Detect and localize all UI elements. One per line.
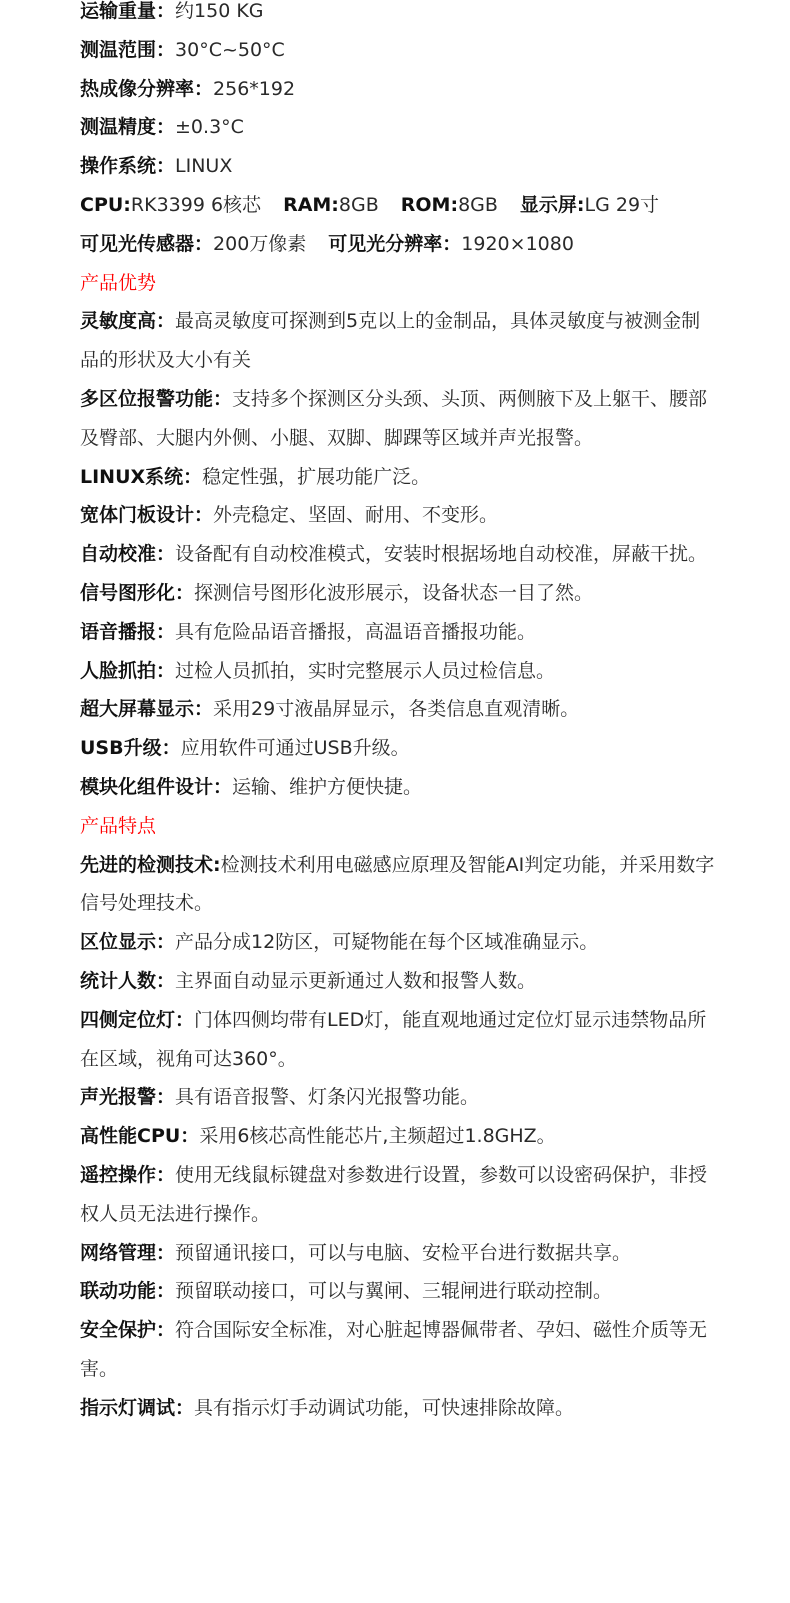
- visible-resolution-value: 1920×1080: [461, 232, 574, 255]
- item-value: 使用无线鼠标键盘对参数进行设置，参数可以设密码保护，非授权人员无法进行操作。: [80, 1163, 708, 1225]
- feature-item: [80, 1078, 715, 1117]
- spec-hardware-line: [80, 186, 715, 225]
- advantage-item: [80, 574, 715, 613]
- spec-value: 约150 KG: [175, 0, 264, 22]
- feature-item: [80, 1234, 715, 1273]
- advantage-item: [80, 458, 715, 497]
- rom-label: ROM:: [400, 193, 459, 216]
- item-label: 先进的检测技术:: [80, 853, 221, 876]
- ram-value: 8GB: [338, 193, 379, 216]
- spec-label: 操作系统：: [80, 155, 176, 178]
- item-value: 符合国际安全标准，对心脏起博器佩带者、孕妇、磁性介质等无害。: [80, 1319, 708, 1380]
- item-label: 超大屏幕显示：: [80, 698, 214, 721]
- advantage-item: [80, 690, 715, 729]
- item-value: 产品分成12防区，可疑物能在每个区域准确显示。: [175, 931, 599, 954]
- item-value: 检测技术利用电磁感应原理及智能AI判定功能，并采用数字信号处理技术。: [80, 853, 715, 915]
- item-label: 声光报警：: [80, 1086, 176, 1109]
- feature-item: [80, 923, 715, 962]
- advantage-item: [80, 613, 715, 652]
- item-value: 采用6核芯高性能芯片,主频超过1.8GHZ。: [199, 1125, 556, 1148]
- display-label: 显示屏:: [519, 193, 585, 216]
- advantage-item: [80, 768, 715, 807]
- spec-os: [80, 147, 715, 186]
- visible-resolution-label: 可见光分辨率：: [328, 232, 462, 255]
- item-value: 采用29寸液晶屏显示，各类信息直观清晰。: [213, 698, 580, 721]
- section-heading-features: 产品特点: [80, 814, 157, 837]
- spec-label: 测温精度：: [80, 116, 176, 139]
- item-label: 网络管理：: [80, 1241, 176, 1264]
- item-value: 稳定性强，扩展功能广泛。: [202, 465, 431, 488]
- spec-value: LINUX: [175, 155, 233, 178]
- advantage-item: [80, 302, 715, 380]
- item-label: LINUX系统：: [80, 465, 203, 488]
- advantage-item: [80, 652, 715, 691]
- item-value: 具有危险品语音播报，高温语音播报功能。: [175, 620, 537, 643]
- item-label: 高性能CPU：: [80, 1125, 200, 1148]
- item-label: USB升级：: [80, 737, 181, 760]
- product-spec-document: [80, 0, 715, 1427]
- item-label: 区位显示：: [80, 931, 176, 954]
- item-value: 具有语音报警、灯条闪光报警功能。: [175, 1086, 480, 1109]
- cpu-value: RK3399 6核芯: [130, 193, 262, 216]
- feature-item: [80, 1389, 715, 1428]
- spec-label: 运输重量：: [80, 0, 176, 22]
- spec-value: 256*192: [213, 77, 296, 100]
- display-value: LG 29寸: [584, 193, 660, 216]
- spec-temp-range: [80, 31, 715, 70]
- rom-value: 8GB: [458, 193, 498, 216]
- item-value: 预留联动接口，可以与翼闸、三辊闸进行联动控制。: [175, 1280, 613, 1303]
- advantage-item: [80, 496, 715, 535]
- item-label: 自动校准：: [80, 543, 176, 566]
- advantage-item: [80, 380, 715, 458]
- item-label: 联动功能：: [80, 1280, 176, 1303]
- item-value: 应用软件可通过USB升级。: [180, 737, 410, 760]
- item-value: 支持多个探测区分头颈、头顶、两侧腋下及上躯干、腰部及臀部、大腿内外侧、小腿、双脚、脚踝等区域并声光报警。: [80, 387, 708, 449]
- feature-item: [80, 1117, 715, 1156]
- item-label: 指示灯调试：: [80, 1396, 195, 1419]
- item-value: 外壳稳定、坚固、耐用、不变形。: [213, 504, 499, 527]
- item-label: 灵敏度高：: [80, 310, 176, 333]
- section-heading-advantages: 产品优势: [80, 271, 157, 294]
- item-label: 遥控操作：: [80, 1163, 176, 1186]
- item-value: 最高灵敏度可探测到5克以上的金制品，具体灵敏度与被测金制品的形状及大小有关: [80, 310, 701, 372]
- item-label: 宽体门板设计：: [80, 504, 214, 527]
- advantage-item: [80, 729, 715, 768]
- feature-item: [80, 1001, 715, 1079]
- spec-value: ±0.3°C: [175, 116, 244, 139]
- sensor-value: 200万像素: [213, 232, 307, 255]
- spec-transport-weight: [80, 0, 715, 31]
- feature-item: [80, 1311, 715, 1389]
- item-label: 统计人数：: [80, 969, 176, 992]
- item-value: 探测信号图形化波形展示，设备状态一目了然。: [194, 581, 594, 604]
- spec-camera-line: [80, 225, 715, 264]
- item-label: 人脸抓拍：: [80, 659, 176, 682]
- item-value: 门体四侧均带有LED灯，能直观地通过定位灯显示违禁物品所在区域，视角可达360°。: [80, 1008, 707, 1070]
- spec-value: 30°C~50°C: [175, 38, 285, 61]
- feature-item: [80, 962, 715, 1001]
- sensor-label: 可见光传感器：: [80, 232, 214, 255]
- item-label: 模块化组件设计：: [80, 775, 233, 798]
- item-label: 信号图形化：: [80, 581, 195, 604]
- spec-thermal-resolution: [80, 70, 715, 109]
- ram-label: RAM:: [283, 193, 339, 216]
- item-value: 主界面自动显示更新通过人数和报警人数。: [175, 969, 537, 992]
- item-value: 过检人员抓拍，实时完整展示人员过检信息。: [175, 659, 556, 682]
- spec-label: 热成像分辨率：: [80, 77, 214, 100]
- item-label: 安全保护：: [80, 1319, 176, 1342]
- feature-item: [80, 846, 715, 924]
- item-value: 预留通讯接口，可以与电脑、安检平台进行数据共享。: [175, 1241, 632, 1264]
- item-value: 运输、维护方便快捷。: [232, 775, 423, 798]
- feature-item: [80, 1156, 715, 1234]
- item-label: 四侧定位灯：: [80, 1008, 195, 1031]
- item-value: 设备配有自动校准模式，安装时根据场地自动校准，屏蔽干扰。: [175, 543, 708, 566]
- spec-temp-accuracy: [80, 108, 715, 147]
- item-label: 语音播报：: [80, 620, 176, 643]
- spec-label: 测温范围：: [80, 38, 176, 61]
- feature-item: [80, 1272, 715, 1311]
- advantage-item: [80, 535, 715, 574]
- item-value: 具有指示灯手动调试功能，可快速排除故障。: [194, 1396, 575, 1419]
- cpu-label: CPU:: [80, 193, 131, 216]
- item-label: 多区位报警功能：: [80, 387, 233, 410]
